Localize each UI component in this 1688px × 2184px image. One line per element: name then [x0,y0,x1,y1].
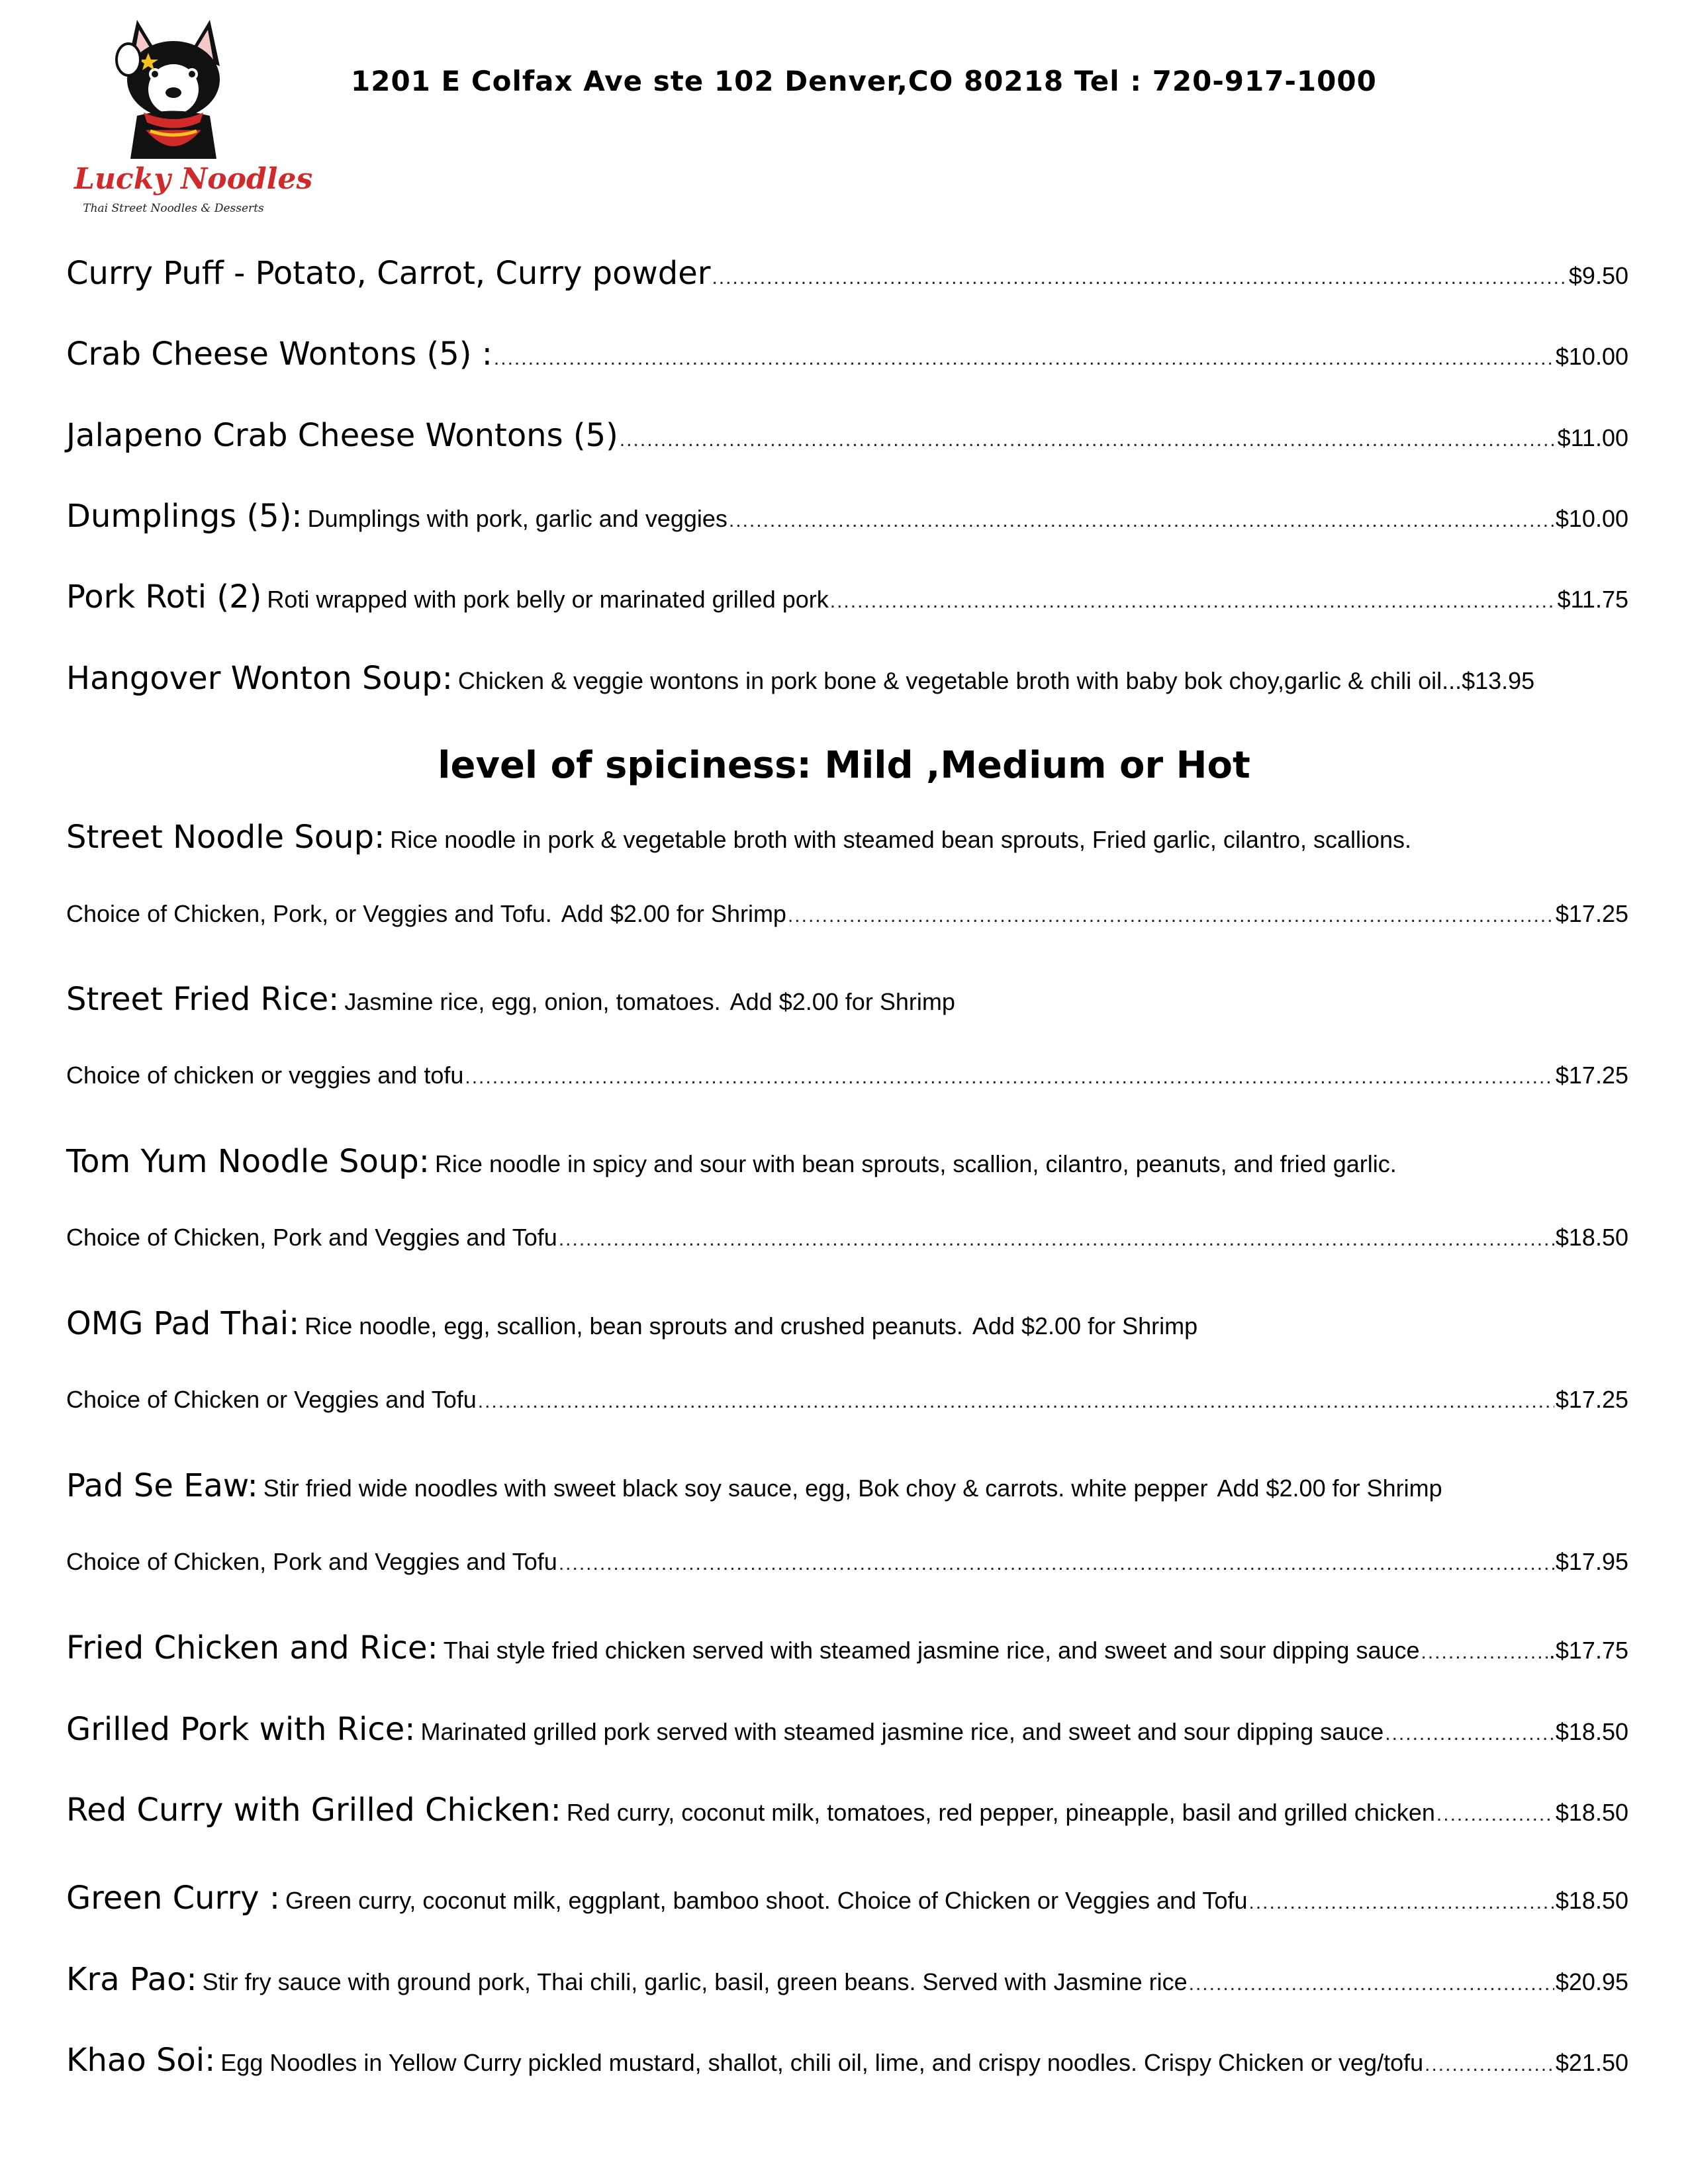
menu-item [66,1711,1628,1753]
leader-dots [729,510,1554,532]
menu-item [66,2042,1628,2084]
menu-item [66,981,1628,1023]
item-name: Tom Yum Noodle Soup: [66,1143,430,1180]
menu-item [66,336,1628,378]
menu-item [66,1467,1628,1510]
item-description: Red curry, coconut milk, tomatoes, red pepper, pineapple, basil and grilled chicken [566,1799,1435,1826]
spiciness-heading: level of spiciness: Mild ,Medium or Hot [438,744,1250,787]
menu-item [66,1305,1628,1347]
menu-item [66,819,1628,861]
menu-item [66,1961,1628,2003]
menu-item [66,1143,1628,1185]
item-choice: Choice of chicken or veggies and tofu [66,1062,464,1089]
leader-dots [1385,1723,1554,1745]
shrimp-addon: Add $2.00 for Shrimp [561,900,786,927]
item-name: Curry Puff - Potato, Carrot, Curry powder [66,255,711,292]
menu-item [66,660,1628,702]
restaurant-address: 1201 E Colfax Ave ste 102 Denver,CO 80218 Tel : 720-917-1000 [351,65,1377,97]
leader-dots [465,1066,1554,1089]
menu-item [66,1629,1628,1672]
item-name: Grilled Pork with Rice: [66,1711,416,1748]
leader-dots [1436,1803,1554,1826]
item-name: Street Noodle Soup: [66,819,385,856]
menu-item [66,578,1628,621]
item-price: $13.95 [1462,667,1535,694]
item-name: Dumplings (5): [66,498,303,535]
leader-dots [1189,1973,1554,1995]
item-description: Rice noodle in pork & vegetable broth with steamed bean sprouts, Fried garlic, cilantro, scallions. [390,826,1412,853]
item-price: $18.50 [1555,1799,1628,1826]
item-name: Green Curry : [66,1880,281,1917]
item-price: $18.50 [1555,1224,1628,1251]
menu-item [66,498,1628,540]
item-price: $11.00 [1557,424,1628,451]
shrimp-addon: Add $2.00 for Shrimp [1217,1475,1442,1502]
menu-item [66,255,1628,297]
leader-dots [788,905,1554,927]
item-price: $9.50 [1568,262,1628,289]
item-description: Stir fried wide noodles with sweet black soy sauce, egg, Bok choy & carrots. white pepper [263,1475,1208,1502]
item-name: Pork Roti (2) [66,578,262,615]
logo-wordmark: Lucky Noodles [74,162,313,196]
leader-dots [1249,1891,1554,1914]
item-price: $17.25 [1555,900,1628,927]
item-price: $10.00 [1555,505,1628,532]
item-name: Hangover Wonton Soup: [66,660,453,697]
menu-item-choice [66,1386,1628,1428]
item-name: Fried Chicken and Rice: [66,1629,438,1666]
restaurant-logo [74,7,313,222]
item-price: $17.25 [1555,1062,1628,1089]
shrimp-addon: Add $2.00 for Shrimp [972,1312,1198,1340]
menu-item-choice [66,1548,1628,1590]
leader-dots [712,267,1567,289]
menu-item [66,1792,1628,1834]
leader-dots [830,590,1556,613]
item-description: Marinated grilled pork served with steamed jasmine rice, and sweet and sour dipping sauce [420,1718,1384,1745]
item-description: Rice noodle, egg, scallion, bean sprouts and crushed peanuts. [305,1312,963,1340]
item-price: $18.50 [1555,1718,1628,1745]
item-description: Rice noodle in spicy and sour with bean sprouts, scallion, cilantro, peanuts, and fried garlic. [434,1150,1397,1177]
item-description: Roti wrapped with pork belly or marinated grilled pork [267,586,829,613]
menu-item-choice [66,1224,1628,1266]
item-price: $20.95 [1555,1968,1628,1995]
item-name: Jalapeno Crab Cheese Wontons (5) [66,417,618,454]
leader-dots [1425,2054,1554,2076]
item-description: Egg Noodles in Yellow Curry pickled mustard, shallot, chili oil, lime, and crispy noodles. Crispy Chicken or veg/tofu [220,2049,1424,2076]
item-description: Thai style fried chicken served with steamed jasmine rice, and sweet and sour dipping sauce [443,1637,1420,1664]
logo-tagline: Thai Street Noodles & Desserts [83,202,264,215]
item-description: Green curry, coconut milk, eggplant, bamboo shoot. Choice of Chicken or Veggies and Tofu [285,1887,1248,1914]
item-choice: Choice of Chicken or Veggies and Tofu [66,1386,477,1413]
item-name: Pad Se Eaw: [66,1467,258,1504]
item-price: $17.25 [1555,1386,1628,1413]
leader-dots [1421,1641,1548,1664]
shrimp-addon: Add $2.00 for Shrimp [729,988,955,1015]
leader-dots [478,1390,1554,1413]
item-choice: Choice of Chicken, Pork, or Veggies and Tofu. [66,900,552,927]
item-name: OMG Pad Thai: [66,1305,300,1342]
item-name: Red Curry with Grilled Chicken: [66,1792,561,1829]
item-price: $18.50 [1555,1887,1628,1914]
item-name: Khao Soi: [66,2042,216,2079]
menu-item-choice [66,900,1628,942]
menu-item [66,417,1628,459]
item-name: Kra Pao: [66,1961,197,1998]
item-description: Chicken & veggie wontons in pork bone & vegetable broth with baby bok choy,garlic & chili oil... [457,667,1462,694]
item-description: Stir fry sauce with ground pork, Thai chili, garlic, basil, green beans. Served with Jasmine rice [202,1968,1188,1995]
item-choice: Choice of Chicken, Pork and Veggies and Tofu [66,1548,557,1575]
dog-mascot-icon [74,7,273,162]
item-price: $10.00 [1555,343,1628,370]
item-name: Crab Cheese Wontons (5) : [66,336,492,373]
item-choice: Choice of Chicken, Pork and Veggies and Tofu [66,1224,557,1251]
item-name: Street Fried Rice: [66,981,340,1018]
item-price: $21.50 [1555,2049,1628,2076]
item-price: .$17.75 [1548,1637,1628,1664]
leader-dots [559,1553,1554,1575]
menu-item [66,1880,1628,1922]
leader-dots [494,347,1554,370]
item-description: Dumplings with pork, garlic and veggies [307,505,727,532]
menu-item-choice [66,1062,1628,1104]
item-description: Jasmine rice, egg, onion, tomatoes. [344,988,721,1015]
item-price: $17.95 [1555,1548,1628,1575]
item-price: $11.75 [1557,586,1628,613]
leader-dots [559,1228,1554,1251]
leader-dots [620,429,1556,451]
